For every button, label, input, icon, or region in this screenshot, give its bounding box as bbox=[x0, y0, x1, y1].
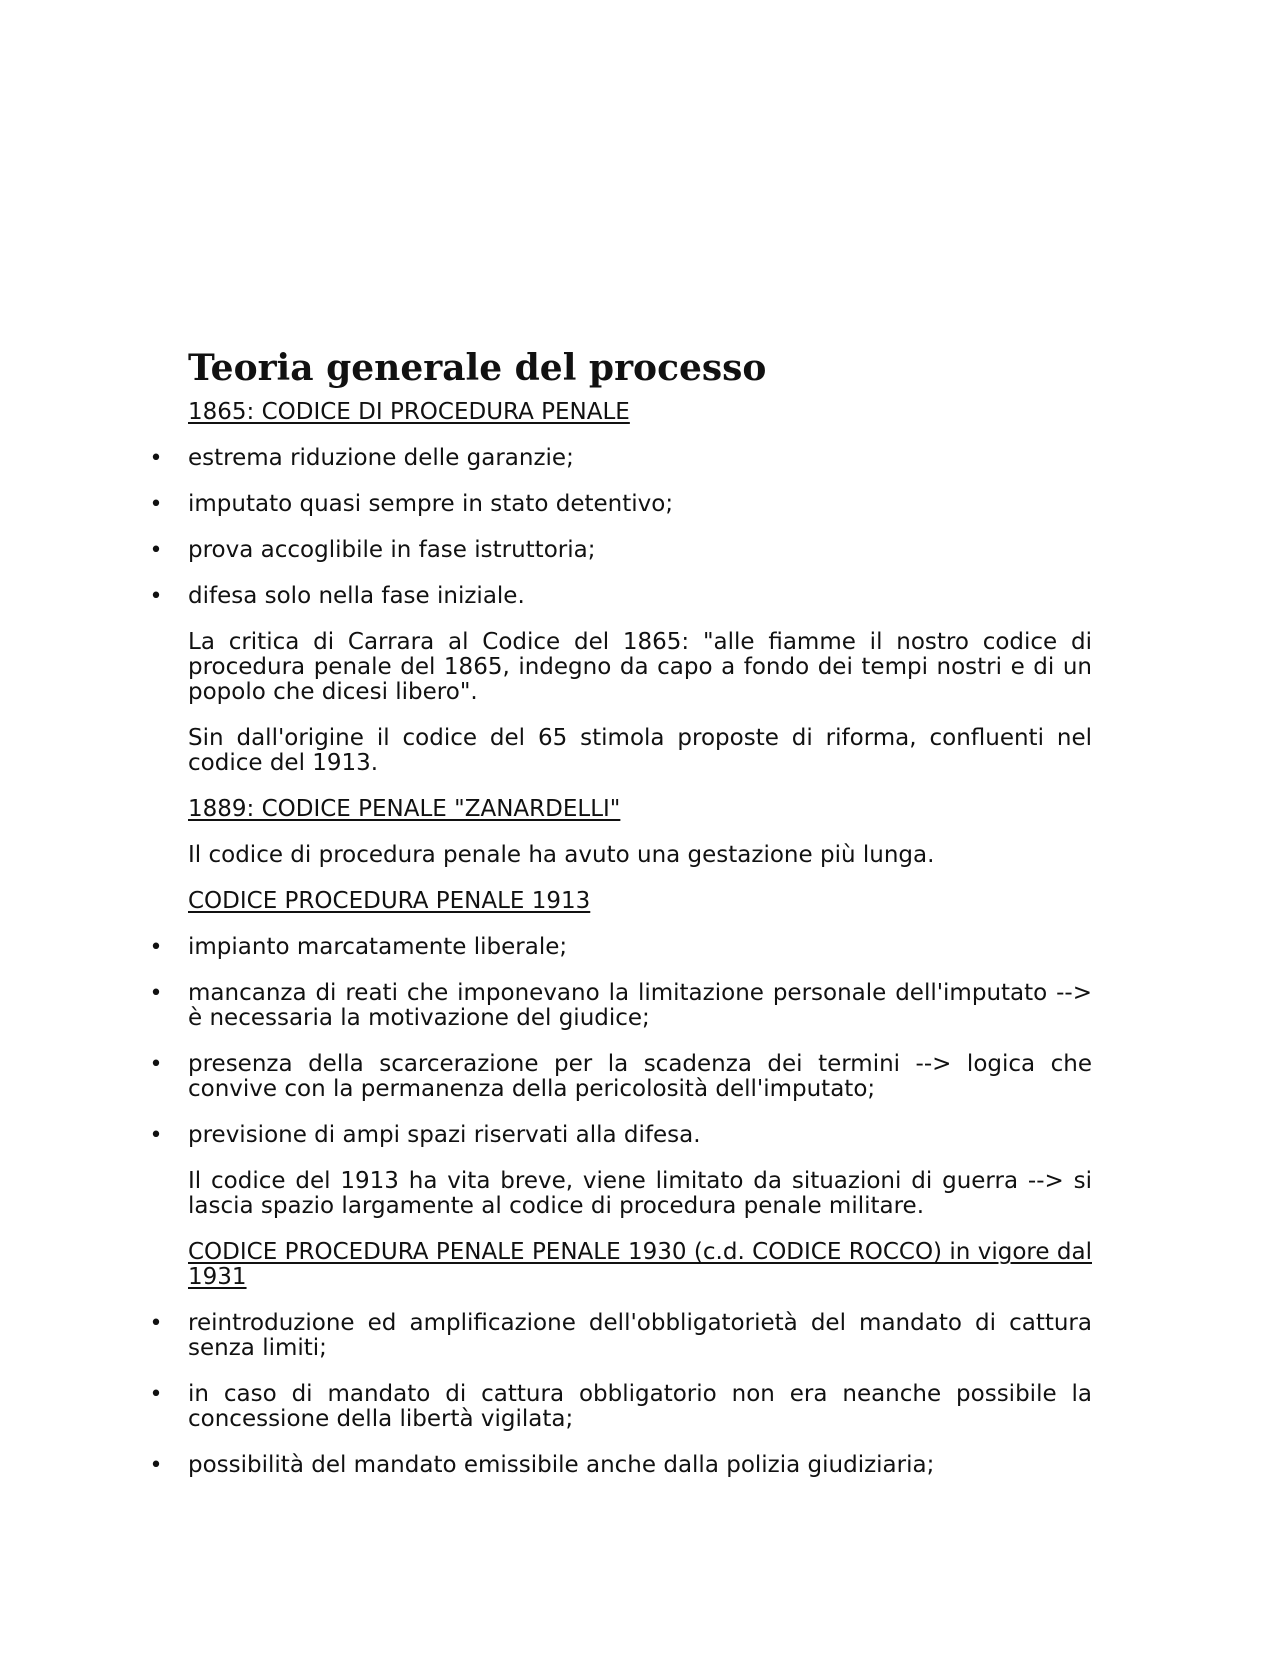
bullet-icon: • bbox=[149, 1453, 163, 1478]
paragraph-carrara-critique: La critica di Carrara al Codice del 1865: "alle fiamme il nostro codice di procedura penale del 1865, indegno da capo a fondo dei tempi nostri e di un popolo che dicesi libero". bbox=[188, 629, 1092, 705]
bullet-list-1913 bbox=[149, 934, 1092, 1148]
list-item-text: previsione di ampi spazi riservati alla difesa. bbox=[188, 1122, 701, 1148]
bullet-icon: • bbox=[149, 981, 163, 1006]
list-item bbox=[149, 1122, 1092, 1148]
list-item bbox=[149, 934, 1092, 960]
section-heading-1930: CODICE PROCEDURA PENALE PENALE 1930 (c.d. CODICE ROCCO) in vigore dal 1931 bbox=[188, 1239, 1092, 1290]
list-item-text: prova accoglibile in fase istruttoria; bbox=[188, 537, 596, 563]
list-item bbox=[149, 445, 1092, 471]
bullet-list-1865 bbox=[149, 445, 1092, 609]
bullet-list-1930 bbox=[149, 1310, 1092, 1478]
bullet-icon: • bbox=[149, 446, 163, 471]
list-item-text: reintroduzione ed amplificazione dell'obbligatorietà del mandato di cattura senza limiti; bbox=[188, 1310, 1092, 1361]
bullet-icon: • bbox=[149, 1052, 163, 1077]
bullet-icon: • bbox=[149, 584, 163, 609]
bullet-icon: • bbox=[149, 1311, 163, 1336]
bullet-icon: • bbox=[149, 538, 163, 563]
list-item bbox=[149, 537, 1092, 563]
bullet-icon: • bbox=[149, 1382, 163, 1407]
list-item bbox=[149, 1051, 1092, 1102]
list-item-text: possibilità del mandato emissibile anche dalla polizia giudiziaria; bbox=[188, 1452, 935, 1478]
list-item bbox=[149, 491, 1092, 517]
list-item bbox=[149, 1381, 1092, 1432]
bullet-icon: • bbox=[149, 935, 163, 960]
list-item-text: difesa solo nella fase iniziale. bbox=[188, 583, 525, 609]
section-heading-1889: 1889: CODICE PENALE "ZANARDELLI" bbox=[188, 796, 621, 822]
paragraph-reform-proposals: Sin dall'origine il codice del 65 stimola proposte di riforma, confluenti nel codice del 1913. bbox=[188, 725, 1092, 776]
document-title: Teoria generale del processo bbox=[188, 347, 767, 389]
list-item bbox=[149, 583, 1092, 609]
paragraph-gestation: Il codice di procedura penale ha avuto una gestazione più lunga. bbox=[188, 842, 935, 868]
list-item-text: imputato quasi sempre in stato detentivo; bbox=[188, 491, 674, 517]
list-item-text: impianto marcatamente liberale; bbox=[188, 934, 568, 960]
list-item-text: mancanza di reati che imponevano la limitazione personale dell'imputato --> è necessaria la motivazione del giudice; bbox=[188, 980, 1092, 1031]
bullet-icon: • bbox=[149, 492, 163, 517]
document-page bbox=[149, 344, 1092, 1499]
list-item-text: estrema riduzione delle garanzie; bbox=[188, 445, 574, 471]
list-item bbox=[149, 980, 1092, 1031]
section-heading-1865: 1865: CODICE DI PROCEDURA PENALE bbox=[188, 399, 630, 425]
list-item-text: presenza della scarcerazione per la scadenza dei termini --> logica che convive con la permanenza della pericolosità dell'imputato; bbox=[188, 1051, 1092, 1102]
bullet-icon: • bbox=[149, 1123, 163, 1148]
list-item bbox=[149, 1452, 1092, 1478]
paragraph-1913-short-life: Il codice del 1913 ha vita breve, viene limitato da situazioni di guerra --> si lascia spazio largamente al codice di procedura penale militare. bbox=[188, 1168, 1092, 1219]
section-heading-1913: CODICE PROCEDURA PENALE 1913 bbox=[188, 888, 591, 914]
list-item bbox=[149, 1310, 1092, 1361]
list-item-text: in caso di mandato di cattura obbligatorio non era neanche possibile la concessione della libertà vigilata; bbox=[188, 1381, 1092, 1432]
